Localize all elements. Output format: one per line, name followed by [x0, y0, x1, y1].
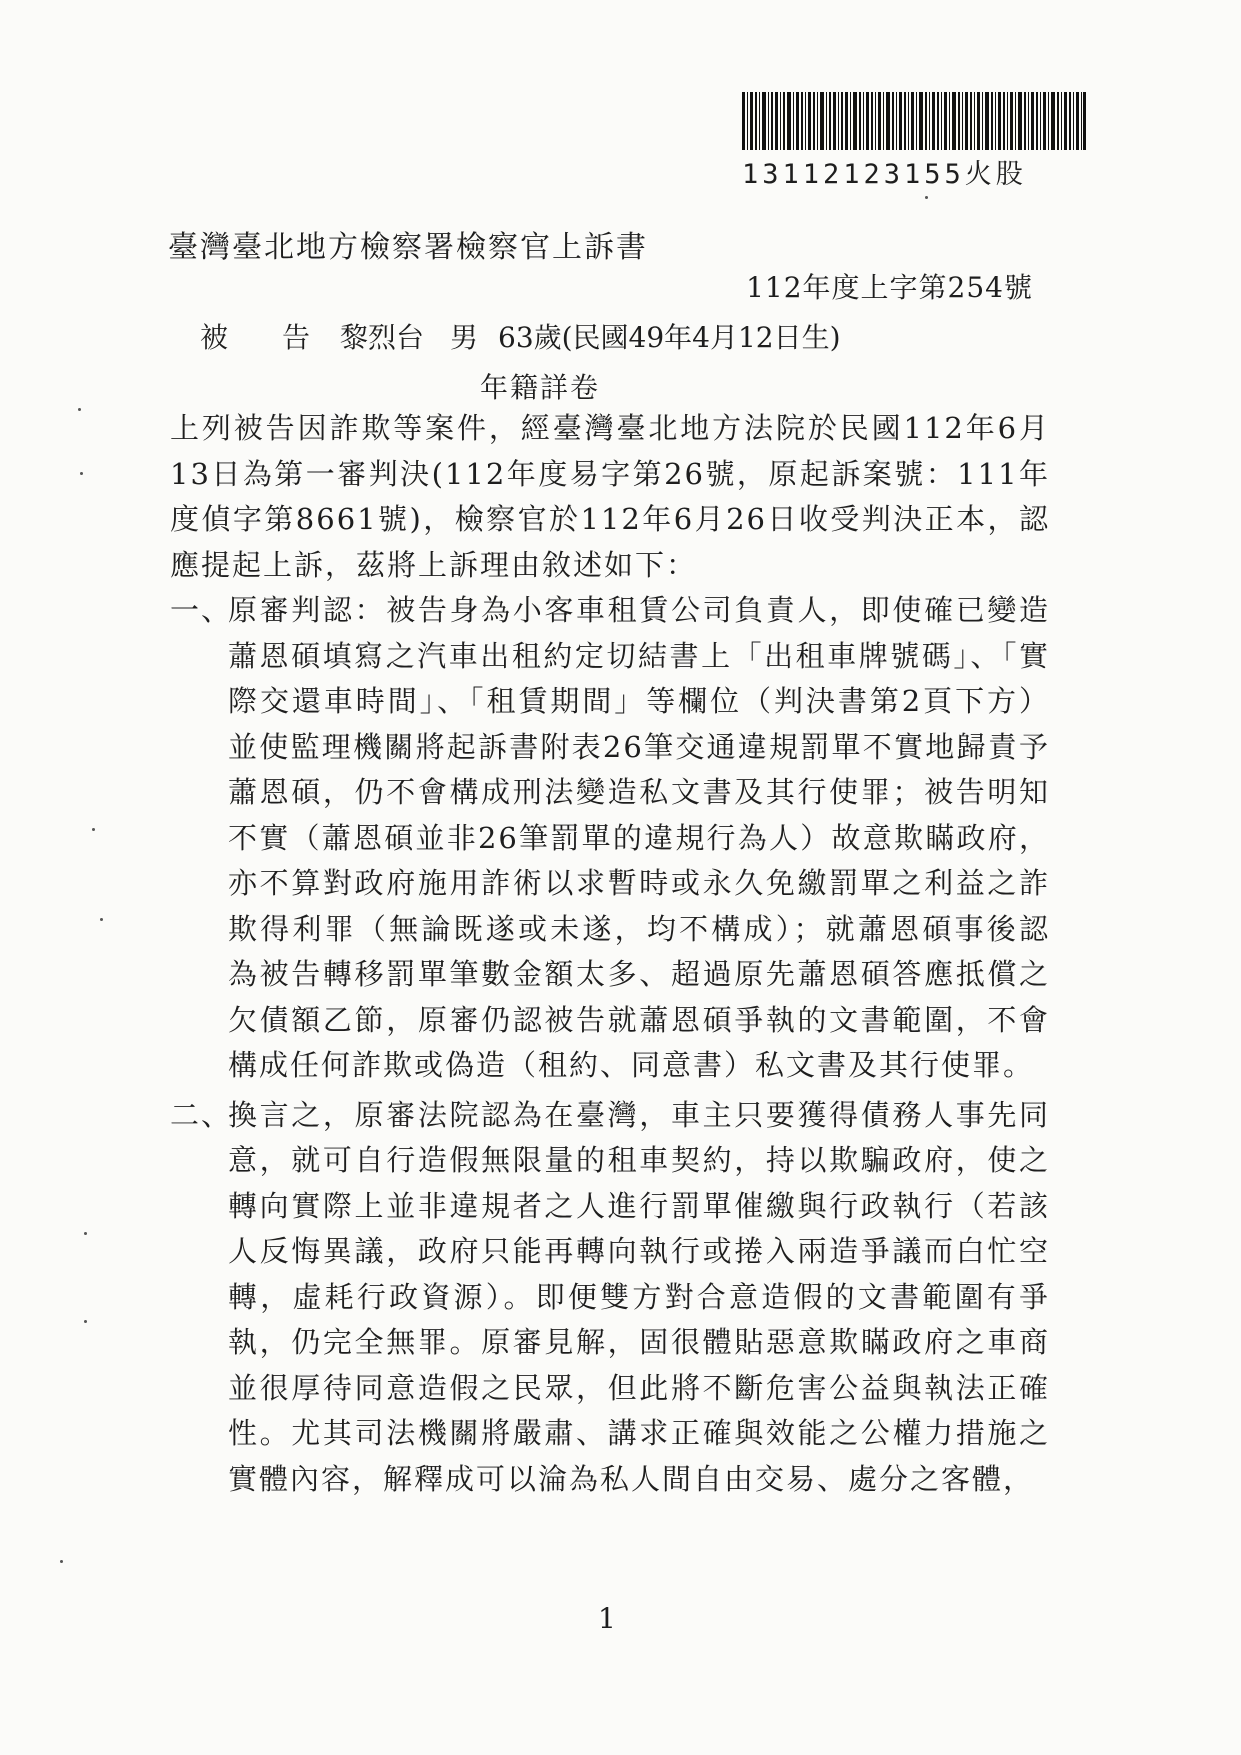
barcode-block — [742, 92, 1086, 191]
barcode-image — [742, 92, 1086, 150]
item-text: 原審判認：被告身為小客車租賃公司負責人，即使確已變造蕭恩碩填寫之汽車出租約定切結書上「出租車牌號碼」、「實際交還車時間」、「租賃期間」等欄位（判決書第2頁下方）並使監理機關將起訴書附表26筆交通違規罰單不實地歸責予蕭恩碩，仍不會構成刑法變造私文書及其行使罪；被告明知不實（蕭恩碩並非26筆罰單的違規行為人）故意欺瞞政府，亦不算對政府施用詐術以求暫時或永久免繳罰單之利益之詐欺得利罪（無論既遂或未遂，均不構成）；就蕭恩碩事後認為被告轉移罰單筆數金額太多、超過原先蕭恩碩答應抵償之欠債額乙節，原審仍認被告就蕭恩碩爭執的文書範圍，不會構成任何詐欺或偽造（租約、同意書）私文書及其行使罪。 — [228, 593, 1050, 1082]
document-title: 臺灣臺北地方檢察署檢察官上訴書 — [168, 230, 648, 265]
page-number: 1 — [598, 1602, 616, 1635]
defendant-domicile: 年籍詳卷 — [480, 371, 601, 404]
defendant-label-part1: 被 — [200, 321, 229, 354]
scan-speck — [84, 1320, 87, 1323]
scan-speck — [78, 408, 81, 411]
defendant-gender: 男 — [450, 321, 479, 354]
defendant-label-part2: 告 — [282, 321, 311, 354]
item-marker: 二、 — [170, 1097, 233, 1132]
defendant-name: 黎烈台 — [340, 321, 425, 354]
scan-speck — [80, 472, 83, 475]
scan-speck — [60, 1560, 63, 1563]
appeal-item-1 — [170, 588, 1050, 1089]
intro-paragraph: 上列被告因詐欺等案件，經臺灣臺北地方法院於民國112年6月13日為第一審判決(112年度易字第26號，原起訴案號：111年度偵字第8661號)，檢察官於112年6月26日收受判決正本，認應提起上訴，茲將上訴理由敘述如下： — [170, 411, 1050, 582]
scan-speck — [92, 828, 95, 831]
appeal-item-2 — [170, 1093, 1050, 1503]
scan-speck — [84, 1232, 87, 1235]
barcode-number: 13112123155火股 — [742, 159, 1027, 190]
appeal-body — [170, 406, 1050, 1502]
item-text: 換言之，原審法院認為在臺灣，車主只要獲得債務人事先同意，就可自行造假無限量的租車契約，持以欺騙政府，使之轉向實際上並非違規者之人進行罰單催繳與行政執行（若該人反悔異議，政府只能再轉向執行或捲入兩造爭議而白忙空轉，虛耗行政資源）。即便雙方對合意造假的文書範圍有爭執，仍完全無罪。原審見解，固很體貼惡意欺瞞政府之車商並很厚待同意造假之民眾，但此將不斷危害公益與執法正確性。尤其司法機關將嚴肅、講求正確與效能之公權力措施之實體內容，解釋成可以淪為私人間自由交易、處分之客體， — [228, 1097, 1050, 1496]
case-number: 112年度上字第254號 — [746, 271, 1033, 304]
item-marker: 一、 — [170, 593, 233, 627]
defendant-line — [200, 316, 841, 356]
scan-speck — [100, 918, 103, 921]
scan-speck — [925, 196, 928, 199]
defendant-age-birth: 63歲(民國49年4月12日生) — [498, 321, 841, 354]
